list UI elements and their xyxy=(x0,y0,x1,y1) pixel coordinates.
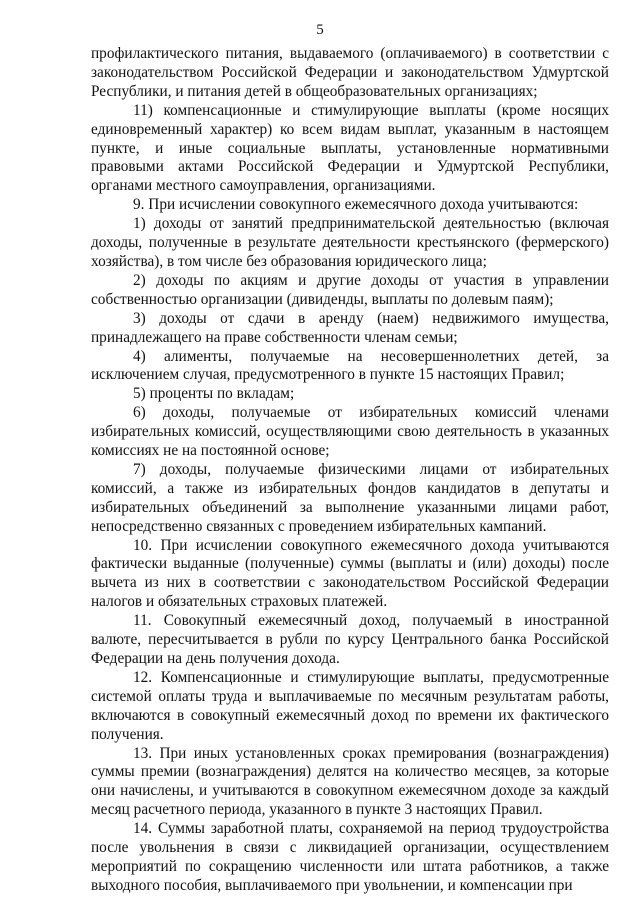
paragraph: 12. Компенсационные и стимулирующие выплаты, предусмотренные системой оплаты труда и выплачиваемые по месячным результатам работы, включаются в совокупный ежемесячный доход по времени их фактического получения. xyxy=(91,668,609,743)
paragraph: 5) проценты по вкладам; xyxy=(133,385,295,403)
paragraph: 11. Совокупный ежемесячный доход, получаемый в иностранной валюте, пересчитывается в рубли по курсу Центрального банка Российской Федерации на день получения дохода. xyxy=(91,612,609,667)
paragraph: 13. При иных установленных сроках премирования (вознаграждения) суммы премии (вознаграждения) делятся на количество месяцев, за которые они начислены, и учитываются в совокупном ежемесячном доходе за каждый месяц расчетного периода, указанного в пункте 3 настоящих Правил. xyxy=(91,744,609,819)
paragraph: 14. Суммы заработной платы, сохраняемой на период трудоустройства после увольнения в связи с ликвидацией организации, осуществлением мероприятий по сокращению численности или штата работников, а также выходного пособия, выплачиваемого при увольнении, и компенсации при xyxy=(91,820,609,894)
paragraph: 4) алименты, получаемые на несовершеннолетних детей, за исключением случая, предусмотренного в пункте 15 настоящих Правил; xyxy=(91,347,609,384)
paragraph: 2) доходы по акциям и другие доходы от участия в управлении собственностью организации (дивиденды, выплаты по долевым паям); xyxy=(91,271,609,308)
page-number: 5 xyxy=(316,22,324,38)
paragraph: 7) доходы, получаемые физическими лицами от избирательных комиссий, а также из избирательных фондов кандидатов в депутаты и избирательных объединений за выполнение указанными лицами работ, непосредственно связанных с проведением избирательных кампаний. xyxy=(91,460,609,535)
paragraph: 3) доходы от сдачи в аренду (наем) недвижимого имущества, принадлежащего на праве собственности членам семьи; xyxy=(91,309,609,346)
document-body xyxy=(91,45,609,896)
paragraph: 10. При исчислении совокупного ежемесячного дохода учитываются фактически выданные (полученные) суммы (выплаты и (или) доходы) после вычета из них в соответствии с законодательством Российской Федерации налогов и обязательных страховых платежей. xyxy=(91,536,609,611)
paragraph: 1) доходы от занятий предпринимательской деятельностью (включая доходы, полученные в результате деятельности крестьянского (фермерского) хозяйства), в том числе без образования юридического лица; xyxy=(91,215,609,270)
paragraph: 6) доходы, получаемые от избирательных комиссий членами избирательных комиссий, осуществляющими свою деятельность в указанных комиссиях не на постоянной основе; xyxy=(91,404,609,460)
paragraph: 11) компенсационные и стимулирующие выплаты (кроме носящих единовременный характер) ко всем видам выплат, указанным в настоящем пункте, и иные социальные выплаты, установленные нормативными правовыми актами Российской Федерации и Удмуртской Республики, органами местного самоуправления, организациями. xyxy=(91,101,609,195)
paragraph: 9. При исчислении совокупного ежемесячного дохода учитываются: xyxy=(133,196,579,214)
paragraph: профилактического питания, выдаваемого (оплачиваемого) в соответствии с законодательством Российской Федерации и законодательством Удмуртской Республики, и питания детей в общеобразовательных организациях; xyxy=(91,45,609,100)
